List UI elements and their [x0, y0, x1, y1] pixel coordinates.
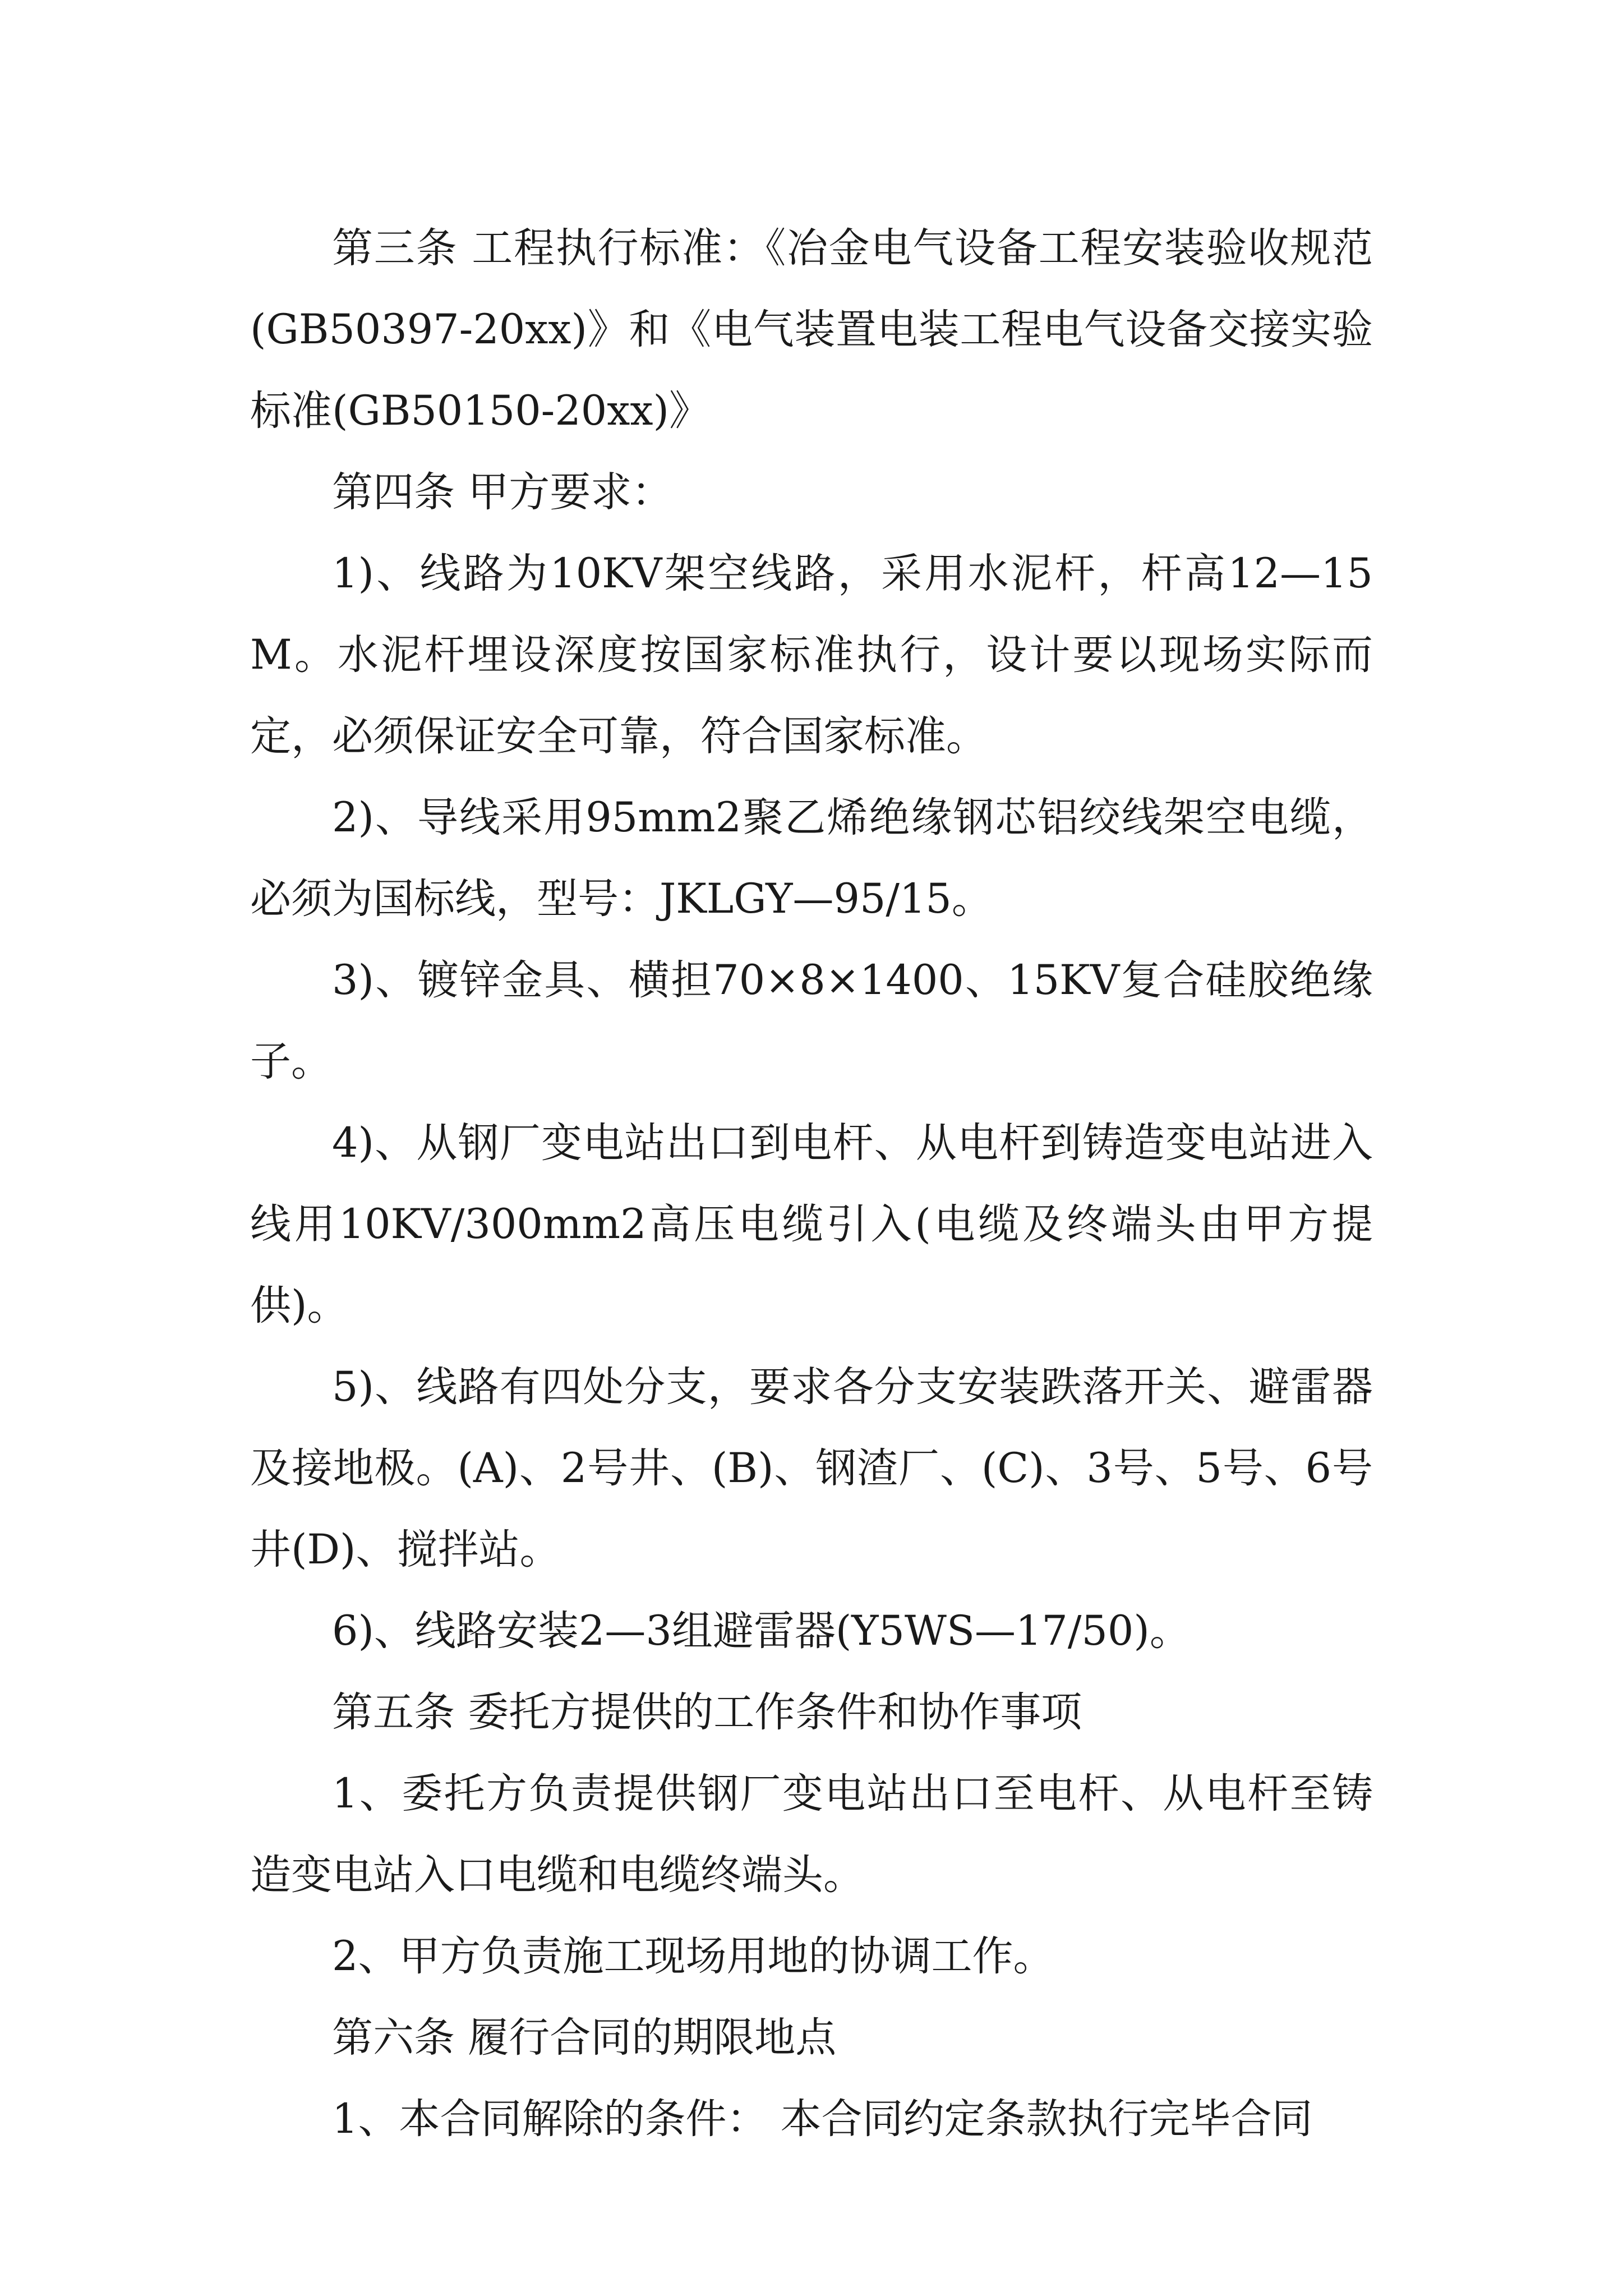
requirement-5: 5)、线路有四处分支，要求各分支安装跌落开关、避雷器及接地极。(A)、2号井、(B)、钢渣厂、(C)、3号、5号、6号井(D)、搅拌站。 — [250, 1363, 1373, 1573]
clause-3-standards: 第三条 工程执行标准：《冶金电气设备工程安装验收规范(GB50397-20xx)》和《电气装置电装工程电气设备交接实验标准(GB50150-20xx)》 — [250, 224, 1373, 435]
requirement-2: 2)、导线采用95mm2聚乙烯绝缘钢芯铝绞线架空电缆，必须为国标线，型号：JKLGY—95/15。 — [250, 794, 1373, 923]
clause-6-heading: 第六条 履行合同的期限地点 — [332, 2014, 837, 2062]
requirement-1: 1)、线路为10KV架空线路，采用水泥杆，杆高12—15M。水泥杆埋设深度按国家标准执行，设计要以现场实际而定，必须保证安全可靠，符合国家标准。 — [250, 550, 1373, 760]
clause-5-item-2: 2、甲方负责施工现场用地的协调工作。 — [332, 1932, 1054, 1980]
requirement-3: 3)、镀锌金具、横担70×8×1400、15KV复合硅胶绝缘子。 — [250, 956, 1373, 1085]
requirement-4: 4)、从钢厂变电站出口到电杆、从电杆到铸造变电站进入线用10KV/300mm2高压电缆引入(电缆及终端头由甲方提供)。 — [250, 1119, 1373, 1329]
requirement-6: 6)、线路安装2—3组避雷器(Y5WS—17/50)。 — [332, 1607, 1191, 1655]
clause-5-heading: 第五条 委托方提供的工作条件和协作事项 — [332, 1688, 1082, 1736]
clause-4-heading: 第四条 甲方要求： — [332, 468, 673, 516]
document-body — [250, 208, 1373, 2160]
clause-5-item-1: 1、委托方负责提供钢厂变电站出口至电杆、从电杆至铸造变电站入口电缆和电缆终端头。 — [250, 1770, 1373, 1899]
clause-6-item-1: 1、本合同解除的条件： 本合同约定条款执行完毕合同 — [332, 2095, 1313, 2143]
